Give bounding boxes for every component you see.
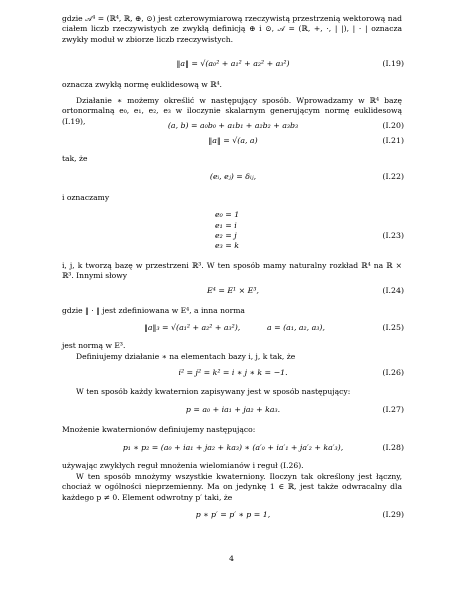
- paragraph-associative: W ten sposób mnożymy wszystkie kwaterniony. Iloczyn tak określony jest łączny, chociaż w ogólności nieprzemienny. Ma on jedynkę 1 ∈ ℝ, jest także odwracalny dla każdego p ≠ 0. Element odwrotny p′ taki, że: [62, 472, 402, 502]
- equation-norm-from-scalar: [62, 136, 404, 148]
- paragraph-such-that: tak, że: [62, 154, 88, 163]
- equation-formula: (a, b) = a₀b₀ + a₁b₁ + a₂b₂ + a₃b₃: [167, 121, 299, 130]
- equation-formula: e₁ = i: [215, 221, 237, 230]
- equation-formula: p = a₀ + ia₁ + ja₂ + ka₃.: [185, 405, 281, 414]
- equation-number: (I.20): [382, 121, 404, 130]
- equation-formula: e₀ = 1: [215, 210, 240, 219]
- equation-number: (I.23): [382, 231, 404, 240]
- equation-formula: i² = j² = k² = i ∗ j ∗ k = −1.: [178, 368, 288, 377]
- equation-basis-line-3: [62, 241, 404, 253]
- equation-product: [62, 443, 404, 455]
- paragraph-vector-space: gdzie 𝒜⁴ = (ℝ⁴, ℝ, ⊕, ⊙) jest czterowymiarową rzeczywistą przestrzenią wektorową nad ciałem liczb rzeczywistych ze zwykłą definicją ⊕ i ⊙, 𝒜 = (ℝ, +, ·, | |), | · | oznacza zwykły moduł w zbiorze liczb rzeczywistych.: [62, 14, 402, 44]
- equation-formula: ‖a‖ = √(a₀² + a₁² + a₂² + a₃²): [176, 59, 290, 68]
- paragraph-multiplication: Mnożenie kwaternionów definiujemy następująco:: [62, 425, 256, 434]
- equation-number: (I.22): [382, 172, 404, 181]
- equation-number: (I.19): [382, 59, 404, 68]
- equation-vector: a = (a₁, a₂, a₃),: [267, 323, 325, 332]
- equation-number: (I.28): [382, 443, 404, 452]
- equation-formula: e₃ = k: [215, 241, 239, 250]
- equation-number: (I.24): [382, 286, 404, 295]
- equation-space-product: [62, 286, 404, 298]
- page-number: 4: [229, 554, 234, 563]
- equation-formula: ‖a‖₃ = √(a₁² + a₂² + a₃²),: [144, 323, 241, 332]
- paragraph-polynomial-rules: używając zwykłych reguł mnożenia wielomianów i reguł (I.26).: [62, 461, 304, 470]
- equation-inverse: [62, 510, 404, 522]
- paragraph-euclidean-norm: oznacza zwykłą normę euklidesową w ℝ⁴.: [62, 80, 222, 89]
- equation-norm-definition: [62, 59, 404, 71]
- equation-quaternion: [62, 405, 404, 417]
- equation-scalar-product: [62, 121, 404, 133]
- paragraph-define-operation: Definiujemy działanie ∗ na elementach bazy i, j, k tak, że: [76, 352, 296, 361]
- paragraph-norm-e3: jest normą w E³.: [62, 341, 126, 350]
- paragraph-quaternion-form: W ten sposób każdy kwaternion zapisywany jest w sposób następujący:: [76, 387, 351, 396]
- equation-formula: p ∗ p′ = p′ ∗ p = 1,: [195, 510, 271, 519]
- equation-norm-3: [62, 323, 404, 335]
- equation-formula: e₂ = j: [215, 231, 237, 240]
- paragraph-operation-definition: Działanie ∗ możemy określić w następujący sposób. Wprowadzamy w ℝ⁴ bazę ortonormalną e₀, e₁, e₂, e₃ w iloczynie skalarnym generującym normę euklidesową (I.19),: [62, 96, 402, 126]
- equation-number: (I.27): [382, 405, 404, 414]
- paragraph-decomposition: i, j, k tworzą bazę w przestrzeni ℝ³. W ten sposób mamy naturalny rozkład ℝ⁴ na ℝ × ℝ³. Innymi słowy: [62, 261, 402, 281]
- equation-formula: p₁ ∗ p₂ = (a₀ + ia₁ + ja₂ + ka₃) ∗ (a′₀ + ia′₁ + ja′₂ + ka′₃),: [122, 443, 344, 452]
- paragraph-denote: i oznaczamy: [62, 193, 110, 202]
- equation-number: (I.29): [382, 510, 404, 519]
- equation-formula: E⁴ = E¹ × E³,: [207, 286, 259, 295]
- equation-basis-rules: [62, 368, 404, 380]
- equation-formula: (eᵢ, eⱼ) = δᵢⱼ,: [209, 172, 257, 181]
- equation-number: (I.21): [382, 136, 404, 145]
- equation-number: (I.26): [382, 368, 404, 377]
- equation-number: (I.25): [382, 323, 404, 332]
- paragraph-other-norm: gdzie ‖ · ‖ jest zdefiniowana w E⁴, a inna norma: [62, 306, 245, 315]
- equation-orthonormal: [62, 172, 404, 184]
- equation-formula: ‖a‖ = √(a, a): [208, 136, 258, 145]
